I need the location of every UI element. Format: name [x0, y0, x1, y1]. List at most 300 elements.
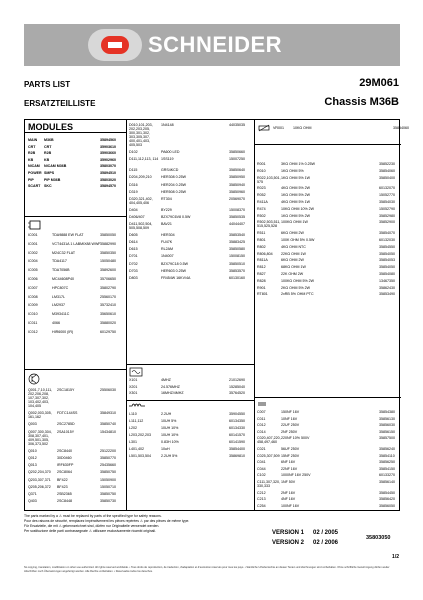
- part-reference: IC005: [28, 268, 38, 273]
- part-row: [28, 295, 124, 299]
- part-row: [129, 197, 253, 205]
- part-number: 35904550: [229, 412, 245, 416]
- part-reference: IC010: [28, 312, 38, 317]
- part-row: [129, 391, 253, 395]
- part-number: 15007250: [229, 157, 245, 162]
- inductor-symbol-icon: [129, 402, 145, 408]
- part-number: 35650610: [100, 312, 116, 317]
- part-number: 35894510: [100, 171, 116, 175]
- part-description: 10uH: [161, 447, 170, 451]
- part-reference: R023: [257, 186, 266, 191]
- part-row: [28, 430, 124, 446]
- part-description: 10UH 10%: [161, 426, 179, 430]
- part-description: 4NF 16V: [281, 497, 296, 502]
- part-description: 10UH 5%: [161, 419, 177, 423]
- part-row: [257, 491, 403, 495]
- parts-list-title: PARTS LIST: [24, 80, 71, 89]
- part-number: 35850535: [229, 214, 245, 219]
- part-row: [28, 158, 124, 162]
- part-number: 25506030: [100, 388, 116, 392]
- part-description: 30D0460: [57, 456, 72, 460]
- ersatzteilliste-title: ERSATZTEILLISTE: [24, 99, 96, 108]
- part-description: 6KΩ OHM 2W: [281, 258, 304, 263]
- part-row: [28, 184, 124, 188]
- part-reference: POWER: [28, 171, 42, 175]
- part-row: [129, 440, 253, 444]
- part-description: HER304: [161, 233, 175, 238]
- part-reference: D614: [129, 240, 138, 245]
- part-number: 35850750: [100, 470, 116, 475]
- part-reference: Q013: [28, 463, 37, 468]
- part-row: [129, 222, 253, 230]
- part-number: 35894560: [100, 138, 116, 142]
- part-reference: R812: [257, 265, 266, 270]
- part-number: 20569070: [229, 196, 245, 201]
- part-row: [28, 456, 124, 460]
- part-number: 60132030: [379, 238, 395, 242]
- part-number: 35852980: [379, 213, 395, 218]
- part-number: 60129750: [100, 329, 116, 334]
- part-reference: Q012: [28, 456, 37, 460]
- part-reference: Q007,300,304, 308,307,401, 409,501,305, 306,373,502: [28, 429, 52, 446]
- part-description: 6KΩ OHM 2W: [281, 231, 304, 236]
- part-row: [28, 449, 124, 453]
- part-number: 35850960: [229, 189, 245, 194]
- part-reference: IC001: [28, 233, 38, 237]
- part-reference: R806,804: [257, 251, 273, 256]
- part-description: CRT: [44, 144, 52, 149]
- part-description: 1KΩ OHM 5% 2W: [281, 193, 311, 198]
- part-number: 35869810: [229, 454, 245, 458]
- part-number: 60130160: [229, 275, 245, 280]
- part-description: 4KΩ OHM NTC: [281, 244, 306, 249]
- part-number: 35880020: [100, 321, 116, 325]
- part-row: [28, 411, 124, 419]
- part-number: 35850730: [100, 499, 116, 504]
- part-number: 35850950: [229, 175, 245, 180]
- part-row: [257, 238, 403, 242]
- part-row: [129, 157, 253, 165]
- part-row: [257, 220, 403, 228]
- part-row: [257, 480, 403, 488]
- part-reference: D320,321,402, 404,405,406: [129, 196, 153, 205]
- model-number: 29M061: [359, 77, 399, 89]
- part-reference: D703: [129, 268, 138, 273]
- part-description: SMPS: [44, 171, 55, 175]
- part-reference: Q205,206,372: [28, 484, 51, 489]
- part-description: TDA7056B: [52, 268, 70, 273]
- part-description: GRS4KCD: [161, 168, 179, 173]
- chassis-name: Chassis M36B: [324, 96, 399, 108]
- part-row: [28, 485, 124, 489]
- part-reference: Q003: [28, 422, 37, 427]
- part-reference: IC001: [28, 241, 38, 246]
- part-reference: Q203,307,371: [28, 477, 51, 482]
- part-number: 35854060: [379, 168, 395, 173]
- part-reference: C041: [257, 460, 266, 465]
- part-number: 35854030: [379, 200, 395, 204]
- part-reference: IC004: [28, 259, 38, 264]
- part-description: 2SC8448: [57, 499, 72, 504]
- part-description: 4066: [52, 321, 60, 325]
- part-reference: R502,503,511, 515,525,528: [257, 220, 281, 229]
- part-row: [257, 286, 403, 290]
- part-row: [28, 499, 124, 503]
- part-number: 15052770: [379, 193, 395, 198]
- row-divider: [126, 400, 254, 401]
- part-description: 10KΩ OHM: [293, 126, 312, 130]
- part-reference: CRT: [28, 144, 36, 149]
- transistor-symbol-icon: [28, 373, 40, 385]
- part-description: 2.2UH 5%: [161, 454, 178, 458]
- part-row: [257, 454, 403, 458]
- part-description: NICAM M36B: [44, 164, 67, 169]
- part-row: [28, 277, 124, 281]
- part-number: 35854060: [393, 126, 409, 130]
- part-row: [28, 268, 124, 272]
- part-number: 13467350: [379, 278, 395, 283]
- part-row: [257, 423, 403, 427]
- part-description: 1SS119: [161, 157, 174, 162]
- part-description: M24C32 FLAT: [52, 250, 76, 255]
- part-description: BY229: [161, 207, 172, 212]
- part-number: 35854053: [379, 258, 395, 263]
- part-description: RL2AM: [161, 247, 173, 252]
- part-reference: R901: [257, 285, 266, 290]
- part-number: 35856420: [379, 497, 395, 502]
- part-reference: L501,503,504: [129, 454, 151, 458]
- part-reference: L301: [129, 440, 137, 444]
- part-description: LM317L: [52, 294, 65, 299]
- row-divider: [25, 369, 126, 370]
- part-reference: C102: [257, 473, 266, 478]
- part-description: 220NF 10% 500V: [281, 436, 310, 441]
- part-reference: D411,502,504, 505,508,509: [129, 222, 153, 230]
- safety-note-line: Pour des raisons de sécurité, remplacez impérativement les pièces repérées ⚠ par des pièces de même type.: [24, 519, 190, 523]
- part-row: [28, 312, 124, 316]
- row-divider: [254, 397, 401, 398]
- part-number: 35852230: [379, 162, 395, 166]
- part-reference: D615: [129, 247, 138, 252]
- part-row: [28, 259, 124, 263]
- part-reference: D010,101,203, 202,203,205, 300,301,302, 303,305,307, 400,401,403, 405,503: [129, 123, 153, 147]
- part-reference: R502: [257, 213, 266, 218]
- part-number: 15052790: [379, 206, 395, 211]
- part-row: [129, 215, 253, 219]
- part-description: 4KΩ OHM 5% 2W: [281, 186, 311, 191]
- part-row: [28, 233, 124, 237]
- part-reference: R474: [257, 206, 266, 211]
- part-reference: D204,209,210: [129, 175, 152, 180]
- safety-note-line: Für Ersatzteile, die mit ⚠ gekennzeichnet sind, dürfen nur Originalteile verwendet werden.: [24, 524, 160, 528]
- safety-note-line: Per sostituzione delle parti contrassegnate ⚠ utilizzare esclusivamente ricambi originali.: [24, 529, 156, 533]
- part-description: 1N4007: [161, 254, 174, 259]
- part-row: [28, 492, 124, 496]
- part-reference: C011: [257, 416, 266, 421]
- part-number: 44035035: [229, 123, 245, 127]
- part-reference: R811A: [257, 258, 268, 263]
- part-reference: C012: [257, 423, 266, 428]
- part-row: [257, 176, 403, 184]
- part-reference: C111,307,320, 330,333: [257, 480, 281, 488]
- part-reference: R022,103,501, 575: [257, 175, 281, 184]
- part-number: 35854150: [379, 466, 395, 471]
- part-reference: IC007: [28, 285, 38, 290]
- part-reference: R802: [257, 244, 266, 249]
- part-reference: IC006: [28, 277, 38, 281]
- part-description: 22NF 16V: [281, 466, 298, 471]
- part-number: 35850740: [100, 422, 116, 427]
- part-description: MC44608P40: [52, 277, 74, 281]
- part-row: [129, 426, 253, 430]
- part-row: [129, 447, 253, 451]
- part-row: [257, 497, 403, 501]
- part-description: 2SC8064: [57, 470, 72, 475]
- part-description: RT304: [161, 196, 172, 201]
- part-description: 22UF 250V: [281, 423, 300, 428]
- part-description: 1KΩ OHM 5%: [281, 168, 304, 173]
- part-number: 15050480: [100, 259, 116, 264]
- modules-title: MODULES: [28, 122, 73, 132]
- part-reference: Q371: [28, 492, 37, 496]
- part-row: [257, 265, 403, 269]
- part-description: 150NF 16V: [281, 410, 300, 414]
- part-number: 35854550: [379, 244, 395, 249]
- part-number: 35902960: [100, 157, 116, 162]
- part-number: 35854400: [229, 447, 245, 451]
- part-reference: D702: [129, 261, 138, 266]
- part-reference: KB: [28, 157, 34, 162]
- part-description: BAV21: [161, 222, 172, 226]
- part-row: [257, 467, 403, 471]
- part-reference: C025,307,509: [257, 453, 280, 458]
- part-description: HER204 0.25W: [161, 182, 186, 187]
- part-reference: D406/407: [129, 214, 145, 219]
- part-number: 60141570: [229, 433, 245, 437]
- part-row: [28, 330, 124, 334]
- part-row: [257, 292, 403, 296]
- part-description: 100KΩ OHM 1W: [281, 220, 308, 225]
- document-number: 35803050: [366, 535, 391, 541]
- part-description: 16MHZ/4MHZ: [161, 391, 184, 396]
- part-number: 35903660: [100, 151, 116, 156]
- part-number: 35850050: [100, 233, 116, 237]
- part-number: 35802790: [100, 285, 116, 290]
- part-row: [129, 123, 253, 147]
- part-number: 35850400: [379, 175, 395, 180]
- part-number: 35854380: [379, 410, 395, 414]
- part-number: 60133270: [379, 473, 395, 478]
- part-number: 35803020: [100, 177, 116, 182]
- part-row: [129, 433, 253, 437]
- part-reference: C212: [257, 490, 266, 495]
- version1-label: VERSION 1: [272, 530, 305, 536]
- part-number: 35854050: [379, 265, 395, 270]
- part-number: 35856150: [379, 429, 395, 434]
- part-description: 10KΩ OHM 10% 2W: [281, 206, 315, 211]
- part-number: 35882990: [100, 241, 116, 246]
- part-number: 35854080: [379, 272, 395, 276]
- part-number: 35856140: [379, 480, 395, 484]
- part-row: [257, 504, 403, 508]
- part-reference: RT801: [257, 292, 268, 297]
- part-description: 10NF 16V: [281, 416, 298, 421]
- part-reference: X101: [129, 378, 138, 382]
- part-row: [129, 233, 253, 237]
- row-divider: [126, 364, 254, 365]
- part-description: KB: [44, 157, 50, 162]
- part-description: 22K OHM 2W: [281, 272, 304, 276]
- part-number: 35803070: [100, 164, 116, 169]
- part-reference: IC009: [28, 303, 38, 308]
- row-divider: [254, 144, 401, 145]
- part-row: [129, 269, 253, 273]
- part-row: [257, 272, 403, 276]
- part-row: [257, 245, 403, 249]
- part-number: 35706650: [100, 277, 116, 281]
- part-description: 22KΩ OHM 1W: [281, 251, 306, 256]
- part-row: [257, 162, 403, 166]
- part-row: [257, 436, 403, 444]
- part-description: 1KΩ OHM 5% 2W: [281, 213, 311, 218]
- part-row: [28, 286, 124, 290]
- part-row: [28, 138, 124, 142]
- part-row: [129, 454, 253, 458]
- part-row: [257, 447, 403, 451]
- part-row: [129, 378, 253, 382]
- part-description: PA600 LED: [161, 150, 180, 155]
- part-reference: IC008: [28, 294, 38, 299]
- part-description: 2NF 16V: [281, 490, 296, 495]
- part-description: HPC807C: [52, 285, 69, 290]
- part-description: 100NF 16V: [281, 503, 300, 508]
- part-description: 68KΩ OHM 1W: [281, 265, 306, 270]
- part-reference: R2B: [28, 151, 36, 156]
- part-number: 35850770: [100, 456, 116, 460]
- part-reference: R828: [257, 278, 266, 283]
- part-number: 35850350: [100, 250, 116, 255]
- part-description: BZX79C18 0.5W: [161, 261, 188, 266]
- part-description: 24.576MHZ: [161, 384, 180, 389]
- part-number: 15008150: [229, 254, 245, 259]
- version2-label: VERSION 2: [272, 540, 305, 546]
- column-divider: [254, 120, 255, 510]
- part-description: 2SC1815Y: [57, 388, 75, 392]
- part-number: 21012690: [229, 378, 245, 382]
- part-number: 35850660: [229, 150, 245, 155]
- part-number: 35856240: [379, 447, 395, 451]
- part-row: [28, 422, 124, 426]
- part-row: [257, 258, 403, 262]
- part-description: 2SC8440: [57, 448, 72, 453]
- part-reference: C254: [257, 503, 266, 508]
- part-row: [257, 207, 403, 211]
- part-reference: R801: [257, 238, 266, 242]
- part-number: 35903610: [100, 144, 116, 149]
- part-row: [129, 262, 253, 266]
- part-reference: SCART: [28, 184, 41, 189]
- part-description: 3KΩ OHM 1% 0.25W: [281, 162, 316, 166]
- part-reference: D803: [129, 275, 138, 280]
- part-reference: R827: [257, 272, 266, 276]
- part-description: 2xRB 5% OHM PTC: [281, 292, 314, 297]
- part-row: [257, 169, 403, 173]
- part-description: LM2937: [52, 303, 65, 308]
- crystal-symbol-icon: [129, 367, 143, 377]
- part-reference: D701: [129, 254, 138, 259]
- part-description: 1N4148: [161, 123, 174, 127]
- part-description: 100K OHM 5% 0.5W: [281, 238, 315, 242]
- brand-name: SCHNEIDER: [148, 32, 283, 57]
- part-description: 2NF 250V: [281, 429, 298, 434]
- part-reference: R001: [257, 162, 266, 166]
- part-row: [28, 151, 124, 155]
- part-reference: NICAM: [28, 164, 40, 169]
- part-reference: PIP: [28, 177, 34, 182]
- part-row: [129, 419, 253, 423]
- part-reference: D102: [129, 150, 138, 155]
- schneider-logo-icon: [88, 29, 142, 61]
- part-row: [28, 251, 124, 255]
- part-row: [28, 388, 124, 408]
- part-description: 1000NF 16V 250V: [281, 473, 311, 478]
- part-description: M36B: [44, 138, 54, 142]
- part-number: 25560170: [100, 294, 116, 299]
- part-row: [129, 175, 253, 179]
- part-number: 35854070: [379, 231, 395, 236]
- part-reference: X301: [129, 391, 138, 396]
- part-number: 35732410: [100, 303, 116, 308]
- part-number: 35850640: [229, 168, 245, 173]
- part-reference: C044: [257, 466, 266, 471]
- part-description: HER308 0.25W: [161, 175, 186, 180]
- part-reference: Q001,7,10,111, 202,206,208, 107,307,302, 103,402,403, 104,405: [28, 388, 53, 408]
- part-row: [129, 240, 253, 244]
- part-description: 6NF 16V: [281, 460, 296, 465]
- part-row: [257, 231, 403, 235]
- part-number: 60132070: [379, 186, 395, 191]
- part-description: HER508 0.25W: [161, 189, 186, 194]
- part-number: 60134350: [229, 419, 245, 423]
- part-row: [28, 303, 124, 307]
- potentiometer-symbol-icon: [257, 124, 271, 132]
- part-number: 15050900: [100, 477, 116, 482]
- part-number: 35856050: [379, 503, 395, 508]
- part-reference: MAIN: [28, 138, 38, 142]
- part-row: [129, 183, 253, 187]
- part-reference: Q002,003,305, 161,162: [28, 411, 52, 420]
- part-reference: D115: [129, 168, 138, 173]
- version1-date: 02 / 2005: [313, 530, 339, 536]
- column-divider: [126, 120, 127, 510]
- part-description: FU47K: [161, 240, 173, 245]
- part-number: 35856030: [379, 423, 395, 428]
- part-reference: R511: [257, 231, 266, 236]
- part-row: [129, 247, 253, 251]
- part-number: 35850750: [100, 492, 116, 496]
- part-description: M393411C: [52, 312, 70, 317]
- part-row: [257, 193, 403, 197]
- part-number: 44044407: [229, 222, 245, 226]
- part-number: 15434810: [100, 429, 116, 434]
- part-reference: VR001: [273, 126, 284, 130]
- part-number: 35854110: [379, 453, 395, 458]
- part-reference: D316: [129, 182, 138, 187]
- part-number: 35849310: [100, 411, 116, 416]
- part-description: HER603 0.25W: [161, 268, 186, 273]
- part-number: 15008370: [229, 207, 245, 212]
- part-description: HIR6000 (IR): [52, 329, 74, 334]
